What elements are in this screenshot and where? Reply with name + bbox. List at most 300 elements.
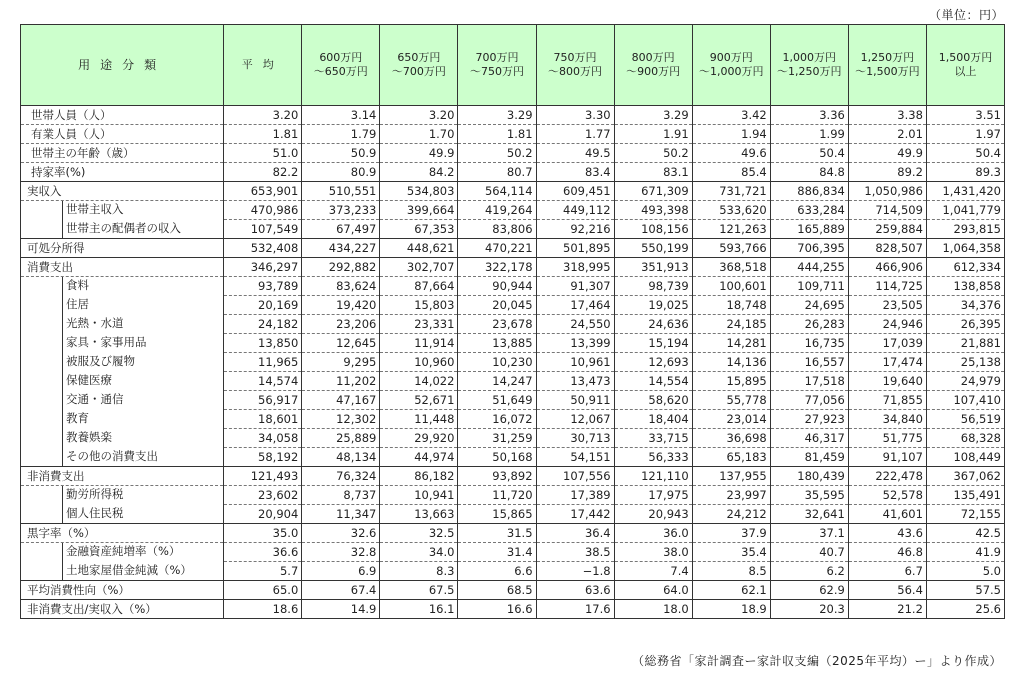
value-cell: 14.9 bbox=[302, 600, 380, 619]
value-cell: 51,649 bbox=[458, 391, 536, 410]
value-cell: 52,671 bbox=[380, 391, 458, 410]
value-cell: 1.81 bbox=[224, 125, 302, 144]
row-label-cell bbox=[21, 543, 224, 562]
household-budget-table bbox=[20, 24, 1005, 619]
value-cell: 43.6 bbox=[848, 524, 926, 543]
value-cell: 318,995 bbox=[536, 258, 614, 277]
table-row bbox=[21, 144, 1005, 163]
value-cell: 49.9 bbox=[848, 144, 926, 163]
value-cell: 368,518 bbox=[692, 258, 770, 277]
value-cell: 31,259 bbox=[458, 429, 536, 448]
row-label: 個人住民税 bbox=[62, 505, 220, 524]
value-cell: 714,509 bbox=[848, 201, 926, 220]
row-label: 保健医療 bbox=[62, 372, 220, 391]
value-cell: 292,882 bbox=[302, 258, 380, 277]
row-label: 光熱・水道 bbox=[62, 315, 220, 334]
table-row bbox=[21, 410, 1005, 429]
row-label-cell bbox=[21, 163, 224, 182]
table-row bbox=[21, 600, 1005, 619]
value-cell: 63.6 bbox=[536, 581, 614, 600]
value-cell: 3.38 bbox=[848, 106, 926, 125]
value-cell: −1.8 bbox=[536, 562, 614, 581]
value-cell: 14,022 bbox=[380, 372, 458, 391]
value-cell: 653,901 bbox=[224, 182, 302, 201]
table-row bbox=[21, 429, 1005, 448]
value-cell: 448,621 bbox=[380, 239, 458, 258]
value-cell: 56,917 bbox=[224, 391, 302, 410]
value-cell: 399,664 bbox=[380, 201, 458, 220]
value-cell: 114,725 bbox=[848, 277, 926, 296]
row-label: 教育 bbox=[62, 410, 220, 429]
value-cell: 57.5 bbox=[926, 581, 1004, 600]
value-cell: 36.6 bbox=[224, 543, 302, 562]
value-cell: 8.3 bbox=[380, 562, 458, 581]
row-label-cell bbox=[21, 296, 224, 315]
row-label: その他の消費支出 bbox=[62, 448, 220, 467]
value-cell: 11,965 bbox=[224, 353, 302, 372]
value-cell: 1.91 bbox=[614, 125, 692, 144]
value-cell: 107,556 bbox=[536, 467, 614, 486]
value-cell: 13,850 bbox=[224, 334, 302, 353]
value-cell: 23,505 bbox=[848, 296, 926, 315]
value-cell: 50.2 bbox=[614, 144, 692, 163]
indent-spacer bbox=[24, 505, 62, 524]
value-cell: 13,399 bbox=[536, 334, 614, 353]
indent-spacer bbox=[24, 315, 62, 334]
value-cell: 87,664 bbox=[380, 277, 458, 296]
value-cell: 26,283 bbox=[770, 315, 848, 334]
table-row bbox=[21, 296, 1005, 315]
value-cell: 449,112 bbox=[536, 201, 614, 220]
table-row bbox=[21, 467, 1005, 486]
value-cell: 56,519 bbox=[926, 410, 1004, 429]
value-cell: 32,641 bbox=[770, 505, 848, 524]
value-cell: 19,025 bbox=[614, 296, 692, 315]
value-cell: 6.2 bbox=[770, 562, 848, 581]
value-cell: 50.2 bbox=[458, 144, 536, 163]
value-cell: 32.5 bbox=[380, 524, 458, 543]
row-label-cell bbox=[21, 220, 224, 239]
value-cell: 24,695 bbox=[770, 296, 848, 315]
value-cell: 85.4 bbox=[692, 163, 770, 182]
indent-spacer bbox=[24, 220, 62, 239]
value-cell: 17,518 bbox=[770, 372, 848, 391]
indent-spacer bbox=[24, 201, 62, 220]
value-cell: 493,398 bbox=[614, 201, 692, 220]
value-cell: 1.81 bbox=[458, 125, 536, 144]
value-cell: 18.9 bbox=[692, 600, 770, 619]
value-cell: 593,766 bbox=[692, 239, 770, 258]
row-label-cell bbox=[21, 125, 224, 144]
value-cell: 470,986 bbox=[224, 201, 302, 220]
table-row bbox=[21, 353, 1005, 372]
value-cell: 32.8 bbox=[302, 543, 380, 562]
value-cell: 470,221 bbox=[458, 239, 536, 258]
value-cell: 11,914 bbox=[380, 334, 458, 353]
value-cell: 3.14 bbox=[302, 106, 380, 125]
value-cell: 8,737 bbox=[302, 486, 380, 505]
value-cell: 121,110 bbox=[614, 467, 692, 486]
value-cell: 44,974 bbox=[380, 448, 458, 467]
indent-spacer bbox=[24, 543, 62, 562]
value-cell: 3.51 bbox=[926, 106, 1004, 125]
indent-spacer bbox=[24, 486, 62, 505]
value-cell: 100,601 bbox=[692, 277, 770, 296]
value-cell: 17,975 bbox=[614, 486, 692, 505]
value-cell: 35.4 bbox=[692, 543, 770, 562]
value-cell: 23,331 bbox=[380, 315, 458, 334]
value-cell: 83.1 bbox=[614, 163, 692, 182]
value-cell: 501,895 bbox=[536, 239, 614, 258]
value-cell: 419,264 bbox=[458, 201, 536, 220]
indent-spacer bbox=[24, 448, 62, 467]
value-cell: 564,114 bbox=[458, 182, 536, 201]
table-row bbox=[21, 334, 1005, 353]
value-cell: 50.9 bbox=[302, 144, 380, 163]
table-row bbox=[21, 239, 1005, 258]
value-cell: 65,183 bbox=[692, 448, 770, 467]
value-cell: 13,473 bbox=[536, 372, 614, 391]
value-cell: 84.8 bbox=[770, 163, 848, 182]
value-cell: 1,050,986 bbox=[848, 182, 926, 201]
value-cell: 16,735 bbox=[770, 334, 848, 353]
value-cell: 1.99 bbox=[770, 125, 848, 144]
value-cell: 10,230 bbox=[458, 353, 536, 372]
value-cell: 1,431,420 bbox=[926, 182, 1004, 201]
value-cell: 444,255 bbox=[770, 258, 848, 277]
row-label-cell bbox=[21, 467, 224, 486]
value-cell: 1.94 bbox=[692, 125, 770, 144]
value-cell: 609,451 bbox=[536, 182, 614, 201]
value-cell: 13,663 bbox=[380, 505, 458, 524]
value-cell: 50.4 bbox=[926, 144, 1004, 163]
value-cell: 81,459 bbox=[770, 448, 848, 467]
row-label: 世帯主収入 bbox=[62, 201, 220, 220]
value-cell: 20.3 bbox=[770, 600, 848, 619]
value-cell: 10,961 bbox=[536, 353, 614, 372]
value-cell: 1,064,358 bbox=[926, 239, 1004, 258]
value-cell: 50,911 bbox=[536, 391, 614, 410]
value-cell: 31.4 bbox=[458, 543, 536, 562]
value-cell: 19,640 bbox=[848, 372, 926, 391]
row-label: 世帯主の年齢（歳） bbox=[31, 145, 135, 160]
value-cell: 3.20 bbox=[224, 106, 302, 125]
value-cell: 18.0 bbox=[614, 600, 692, 619]
value-cell: 41,601 bbox=[848, 505, 926, 524]
value-cell: 19,420 bbox=[302, 296, 380, 315]
value-cell: 373,233 bbox=[302, 201, 380, 220]
value-cell: 3.20 bbox=[380, 106, 458, 125]
header-income-bracket: 650万円 〜700万円 bbox=[380, 25, 458, 106]
row-label: 有業人員（人） bbox=[31, 126, 112, 141]
value-cell: 49.6 bbox=[692, 144, 770, 163]
value-cell: 27,923 bbox=[770, 410, 848, 429]
value-cell: 11,720 bbox=[458, 486, 536, 505]
value-cell: 9,295 bbox=[302, 353, 380, 372]
indent-spacer bbox=[24, 334, 62, 353]
table-row bbox=[21, 505, 1005, 524]
value-cell: 91,107 bbox=[848, 448, 926, 467]
value-cell: 1.77 bbox=[536, 125, 614, 144]
row-label-cell bbox=[21, 581, 224, 600]
value-cell: 90,944 bbox=[458, 277, 536, 296]
table-row bbox=[21, 448, 1005, 467]
value-cell: 14,136 bbox=[692, 353, 770, 372]
value-cell: 6.6 bbox=[458, 562, 536, 581]
indent-spacer bbox=[24, 391, 62, 410]
value-cell: 15,194 bbox=[614, 334, 692, 353]
value-cell: 23,997 bbox=[692, 486, 770, 505]
value-cell: 25.6 bbox=[926, 600, 1004, 619]
value-cell: 3.42 bbox=[692, 106, 770, 125]
value-cell: 91,307 bbox=[536, 277, 614, 296]
row-label-cell bbox=[21, 334, 224, 353]
table-row bbox=[21, 524, 1005, 543]
value-cell: 346,297 bbox=[224, 258, 302, 277]
row-label: 教養娯楽 bbox=[62, 429, 220, 448]
value-cell: 367,062 bbox=[926, 467, 1004, 486]
header-income-bracket: 平均 bbox=[224, 25, 302, 106]
value-cell: 34,058 bbox=[224, 429, 302, 448]
value-cell: 46,317 bbox=[770, 429, 848, 448]
value-cell: 886,834 bbox=[770, 182, 848, 201]
value-cell: 21.2 bbox=[848, 600, 926, 619]
value-cell: 121,493 bbox=[224, 467, 302, 486]
value-cell: 17.6 bbox=[536, 600, 614, 619]
value-cell: 3.29 bbox=[614, 106, 692, 125]
row-label: 非消費支出 bbox=[27, 468, 85, 483]
value-cell: 20,045 bbox=[458, 296, 536, 315]
value-cell: 302,707 bbox=[380, 258, 458, 277]
value-cell: 612,334 bbox=[926, 258, 1004, 277]
value-cell: 180,439 bbox=[770, 467, 848, 486]
value-cell: 51.0 bbox=[224, 144, 302, 163]
table-row bbox=[21, 581, 1005, 600]
row-label-cell bbox=[21, 277, 224, 296]
row-label: 世帯人員（人） bbox=[31, 107, 112, 122]
indent-spacer bbox=[24, 353, 62, 372]
value-cell: 12,645 bbox=[302, 334, 380, 353]
value-cell: 13,885 bbox=[458, 334, 536, 353]
value-cell: 23,014 bbox=[692, 410, 770, 429]
row-label: 勤労所得税 bbox=[62, 486, 220, 505]
value-cell: 108,156 bbox=[614, 220, 692, 239]
value-cell: 33,715 bbox=[614, 429, 692, 448]
value-cell: 434,227 bbox=[302, 239, 380, 258]
value-cell: 16,557 bbox=[770, 353, 848, 372]
value-cell: 8.5 bbox=[692, 562, 770, 581]
value-cell: 56.4 bbox=[848, 581, 926, 600]
value-cell: 14,247 bbox=[458, 372, 536, 391]
indent-spacer bbox=[24, 429, 62, 448]
row-label-cell bbox=[21, 524, 224, 543]
row-label: 家具・家事用品 bbox=[62, 334, 220, 353]
value-cell: 222,478 bbox=[848, 467, 926, 486]
row-label: 実収入 bbox=[27, 183, 62, 198]
value-cell: 89.2 bbox=[848, 163, 926, 182]
row-label: 食料 bbox=[62, 277, 220, 296]
value-cell: 25,138 bbox=[926, 353, 1004, 372]
table-row bbox=[21, 543, 1005, 562]
value-cell: 31.5 bbox=[458, 524, 536, 543]
row-label-cell bbox=[21, 505, 224, 524]
value-cell: 83,806 bbox=[458, 220, 536, 239]
row-label: 被服及び履物 bbox=[62, 353, 220, 372]
value-cell: 3.29 bbox=[458, 106, 536, 125]
value-cell: 16.6 bbox=[458, 600, 536, 619]
value-cell: 15,895 bbox=[692, 372, 770, 391]
value-cell: 11,448 bbox=[380, 410, 458, 429]
value-cell: 14,554 bbox=[614, 372, 692, 391]
value-cell: 93,892 bbox=[458, 467, 536, 486]
value-cell: 77,056 bbox=[770, 391, 848, 410]
value-cell: 67.4 bbox=[302, 581, 380, 600]
row-label-cell bbox=[21, 353, 224, 372]
row-label-cell bbox=[21, 315, 224, 334]
value-cell: 34.0 bbox=[380, 543, 458, 562]
value-cell: 3.36 bbox=[770, 106, 848, 125]
value-cell: 84.2 bbox=[380, 163, 458, 182]
value-cell: 21,881 bbox=[926, 334, 1004, 353]
value-cell: 67,353 bbox=[380, 220, 458, 239]
row-label: 非消費支出/実収入（%） bbox=[27, 601, 157, 616]
indent-spacer bbox=[24, 277, 62, 296]
value-cell: 108,449 bbox=[926, 448, 1004, 467]
table-row bbox=[21, 220, 1005, 239]
table-row bbox=[21, 258, 1005, 277]
value-cell: 5.0 bbox=[926, 562, 1004, 581]
value-cell: 14,281 bbox=[692, 334, 770, 353]
row-label: 可処分所得 bbox=[27, 240, 85, 255]
value-cell: 24,979 bbox=[926, 372, 1004, 391]
value-cell: 5.7 bbox=[224, 562, 302, 581]
value-cell: 17,474 bbox=[848, 353, 926, 372]
value-cell: 80.7 bbox=[458, 163, 536, 182]
value-cell: 64.0 bbox=[614, 581, 692, 600]
value-cell: 6.9 bbox=[302, 562, 380, 581]
value-cell: 34,840 bbox=[848, 410, 926, 429]
value-cell: 54,151 bbox=[536, 448, 614, 467]
value-cell: 23,602 bbox=[224, 486, 302, 505]
value-cell: 65.0 bbox=[224, 581, 302, 600]
header-row bbox=[21, 25, 1005, 106]
value-cell: 11,202 bbox=[302, 372, 380, 391]
header-income-bracket: 900万円 〜1,000万円 bbox=[692, 25, 770, 106]
value-cell: 37.1 bbox=[770, 524, 848, 543]
value-cell: 12,302 bbox=[302, 410, 380, 429]
value-cell: 83.4 bbox=[536, 163, 614, 182]
value-cell: 107,549 bbox=[224, 220, 302, 239]
value-cell: 83,624 bbox=[302, 277, 380, 296]
row-label-cell bbox=[21, 562, 224, 581]
row-label-cell bbox=[21, 182, 224, 201]
value-cell: 20,943 bbox=[614, 505, 692, 524]
indent-spacer bbox=[24, 562, 62, 581]
row-label: 住居 bbox=[62, 296, 220, 315]
value-cell: 10,941 bbox=[380, 486, 458, 505]
value-cell: 16,072 bbox=[458, 410, 536, 429]
value-cell: 58,620 bbox=[614, 391, 692, 410]
value-cell: 17,039 bbox=[848, 334, 926, 353]
row-label: 持家率(%) bbox=[31, 164, 86, 179]
value-cell: 67.5 bbox=[380, 581, 458, 600]
header-income-bracket: 1,250万円 〜1,500万円 bbox=[848, 25, 926, 106]
value-cell: 40.7 bbox=[770, 543, 848, 562]
value-cell: 49.9 bbox=[380, 144, 458, 163]
value-cell: 23,206 bbox=[302, 315, 380, 334]
value-cell: 36.4 bbox=[536, 524, 614, 543]
value-cell: 82.2 bbox=[224, 163, 302, 182]
value-cell: 25,889 bbox=[302, 429, 380, 448]
table-row bbox=[21, 163, 1005, 182]
value-cell: 466,906 bbox=[848, 258, 926, 277]
value-cell: 52,578 bbox=[848, 486, 926, 505]
value-cell: 1.70 bbox=[380, 125, 458, 144]
value-cell: 165,889 bbox=[770, 220, 848, 239]
value-cell: 671,309 bbox=[614, 182, 692, 201]
value-cell: 17,442 bbox=[536, 505, 614, 524]
value-cell: 29,920 bbox=[380, 429, 458, 448]
row-label: 平均消費性向（%） bbox=[27, 582, 130, 597]
value-cell: 72,155 bbox=[926, 505, 1004, 524]
value-cell: 18,404 bbox=[614, 410, 692, 429]
value-cell: 68.5 bbox=[458, 581, 536, 600]
table-row bbox=[21, 201, 1005, 220]
value-cell: 532,408 bbox=[224, 239, 302, 258]
value-cell: 36.0 bbox=[614, 524, 692, 543]
value-cell: 98,739 bbox=[614, 277, 692, 296]
value-cell: 24,946 bbox=[848, 315, 926, 334]
value-cell: 135,491 bbox=[926, 486, 1004, 505]
value-cell: 12,693 bbox=[614, 353, 692, 372]
value-cell: 706,395 bbox=[770, 239, 848, 258]
value-cell: 17,464 bbox=[536, 296, 614, 315]
value-cell: 18.6 bbox=[224, 600, 302, 619]
value-cell: 2.01 bbox=[848, 125, 926, 144]
value-cell: 18,748 bbox=[692, 296, 770, 315]
row-label: 金融資産純増率（%） bbox=[62, 543, 220, 562]
value-cell: 62.9 bbox=[770, 581, 848, 600]
value-cell: 35,595 bbox=[770, 486, 848, 505]
value-cell: 533,620 bbox=[692, 201, 770, 220]
row-label-cell bbox=[21, 258, 224, 277]
row-label: 消費支出 bbox=[27, 259, 73, 274]
row-label: 土地家屋借金純減（%） bbox=[62, 562, 220, 581]
value-cell: 67,497 bbox=[302, 220, 380, 239]
table-row bbox=[21, 106, 1005, 125]
header-income-bracket: 1,500万円 以上 bbox=[926, 25, 1004, 106]
value-cell: 50,168 bbox=[458, 448, 536, 467]
value-cell: 24,550 bbox=[536, 315, 614, 334]
value-cell: 15,865 bbox=[458, 505, 536, 524]
value-cell: 7.4 bbox=[614, 562, 692, 581]
value-cell: 36,698 bbox=[692, 429, 770, 448]
indent-spacer bbox=[24, 410, 62, 429]
value-cell: 6.7 bbox=[848, 562, 926, 581]
row-label-cell bbox=[21, 486, 224, 505]
value-cell: 24,182 bbox=[224, 315, 302, 334]
row-label-cell bbox=[21, 600, 224, 619]
header-income-bracket: 700万円 〜750万円 bbox=[458, 25, 536, 106]
row-label: 黒字率（%） bbox=[27, 525, 96, 540]
value-cell: 32.6 bbox=[302, 524, 380, 543]
value-cell: 16.1 bbox=[380, 600, 458, 619]
value-cell: 20,904 bbox=[224, 505, 302, 524]
value-cell: 1.79 bbox=[302, 125, 380, 144]
row-label-cell bbox=[21, 106, 224, 125]
value-cell: 12,067 bbox=[536, 410, 614, 429]
source-note: （総務省「家計調査ー家計収支編（2025年平均）ー」より作成） bbox=[631, 654, 1002, 668]
